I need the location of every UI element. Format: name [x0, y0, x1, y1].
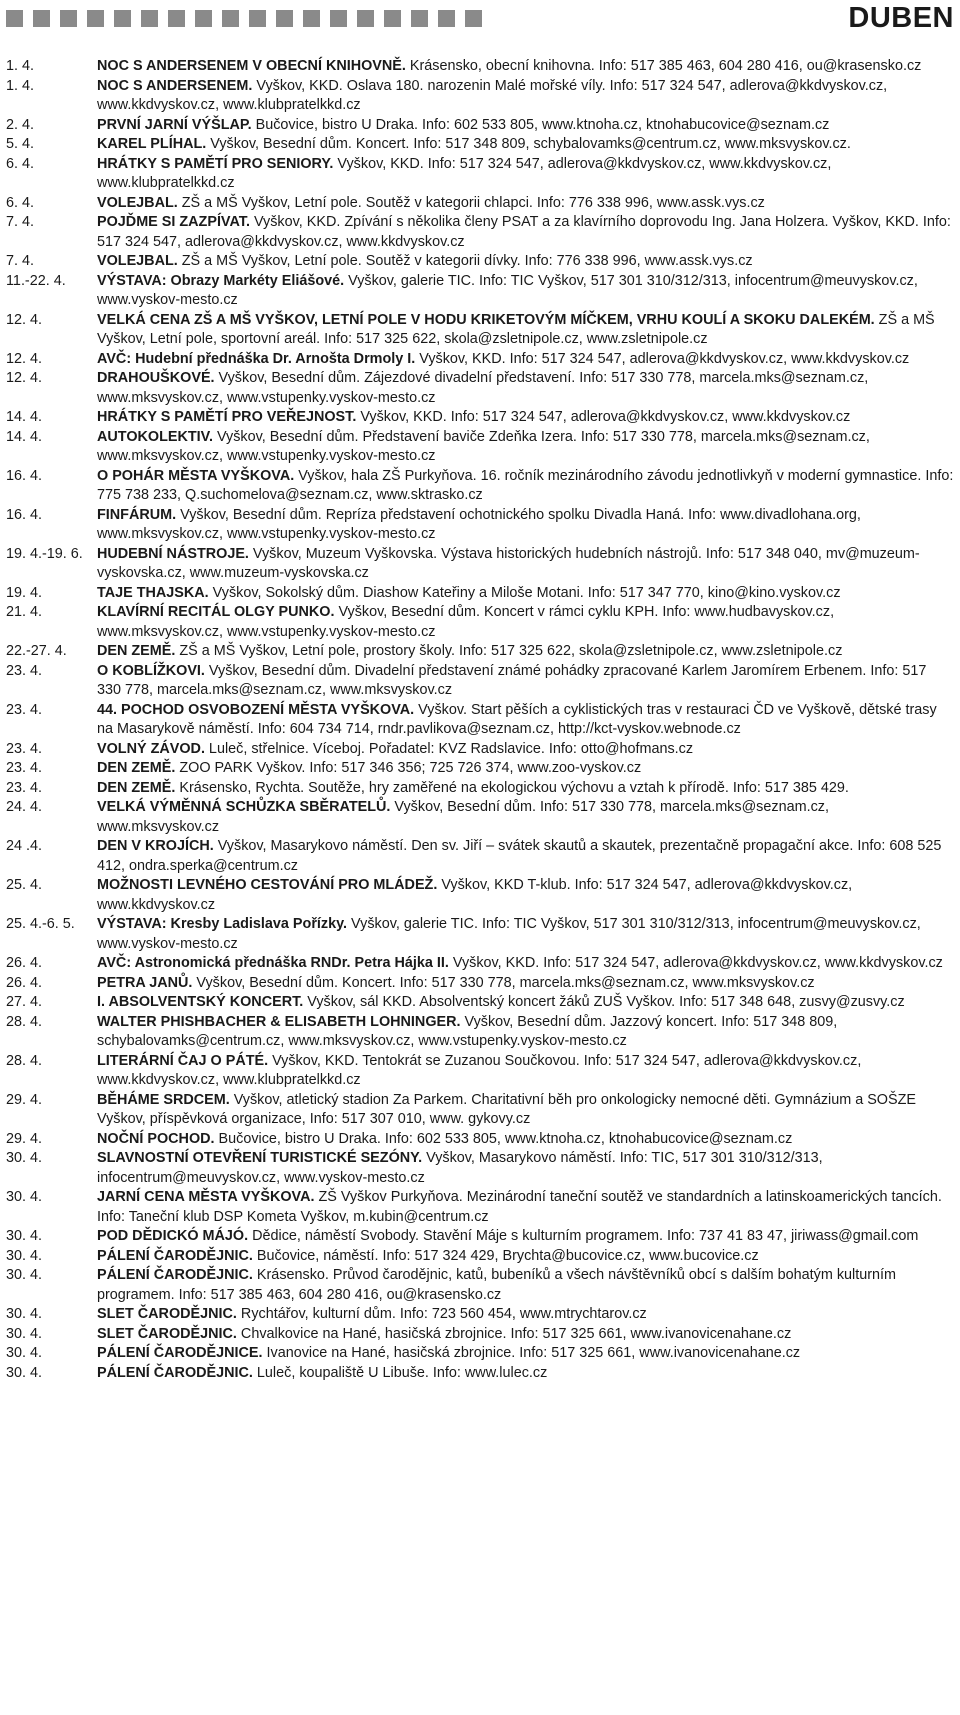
- event-item: [6, 77, 954, 116]
- event-item: [6, 759, 954, 779]
- event-date: 30. 4.: [6, 1150, 43, 1166]
- event-details: Vyškov, Besední dům. Koncert v rámci cyklu KPH. Info: www.hudbavyskov.cz, www.mksvyskov.cz, www.vstupenky.vyskov-mesto.cz: [97, 604, 835, 640]
- event-description: [97, 837, 954, 876]
- event-item: [6, 1013, 954, 1052]
- event-description: [97, 1013, 954, 1052]
- event-item: [6, 603, 954, 642]
- event-date: 7. 4.: [6, 214, 35, 230]
- event-details: Vyškov, hala ZŠ Purkyňova. 16. ročník mezinárodního závodu jednotlivkyň v moderní gymnastice. Info: 775 738 233, Q.suchomelova@seznam.cz, www.sktrasko.cz: [97, 467, 954, 503]
- event-details: ZŠ a MŠ Vyškov, Letní pole. Soutěž v kategorii dívky. Info: 776 338 996, www.assk.vys.cz: [177, 253, 753, 269]
- event-description: [97, 135, 954, 155]
- event-title: PÁLENÍ ČARODĚJNIC.: [97, 1247, 253, 1264]
- event-date: 23. 4.: [6, 740, 43, 757]
- event-description: [97, 1052, 954, 1091]
- event-title: VOLNÝ ZÁVOD.: [97, 740, 205, 757]
- decorative-square: [6, 10, 23, 27]
- event-date: 14. 4.: [6, 409, 43, 425]
- event-description: [97, 350, 954, 370]
- event-title: NOČNÍ POCHOD.: [97, 1130, 215, 1147]
- event-description: [97, 954, 954, 974]
- event-date: 2. 4.: [6, 116, 35, 133]
- event-title: SLET ČARODĚJNIC.: [97, 1325, 237, 1342]
- event-item: [6, 1247, 954, 1267]
- event-title: PÁLENÍ ČARODĚJNIC.: [97, 1267, 253, 1283]
- event-date: 25. 4.-6. 5.: [6, 916, 75, 932]
- event-description: [97, 1227, 954, 1247]
- event-item: [6, 1266, 954, 1305]
- event-title: VOLEJBAL.: [97, 194, 178, 211]
- event-date: 11.-22. 4.: [6, 272, 66, 289]
- event-details: ZŠ Vyškov Purkyňova. Mezinárodní taneční soutěž ve standardních a latinskoamerických tancích. Info: Taneční klub DSP Kometa Vyškov, m.kubin@centrum.cz: [97, 1189, 942, 1225]
- event-details: Vyškov, KKD T-klub. Info: 517 324 547, adlerova@kkdvyskov.cz, www.kkdvyskov.cz: [97, 877, 853, 913]
- event-description: [97, 798, 954, 837]
- event-item: [6, 311, 954, 350]
- event-item: [6, 155, 954, 194]
- event-date: 26. 4.: [6, 974, 43, 991]
- decorative-square: [330, 10, 347, 27]
- event-title: FINFÁRUM.: [97, 506, 177, 523]
- event-date: 25. 4.: [6, 877, 43, 893]
- event-title: SLET ČARODĚJNIC.: [97, 1306, 237, 1322]
- event-date: 24. 4.: [6, 799, 43, 815]
- event-details: Bučovice, bistro U Draka. Info: 602 533 805, www.ktnoha.cz, ktnohabucovice@seznam.cz: [251, 116, 830, 133]
- event-details: Chvalkovice na Hané, hasičská zbrojnice. Info: 517 325 661, www.ivanovicenahane.cz: [236, 1325, 792, 1342]
- event-title: DEN V KROJÍCH.: [97, 838, 214, 854]
- decorative-square: [141, 10, 158, 27]
- event-item: [6, 350, 954, 370]
- page-header: [0, 0, 960, 40]
- month-heading: DUBEN: [848, 2, 954, 34]
- event-date: 21. 4.: [6, 604, 43, 620]
- decorative-square: [87, 10, 104, 27]
- event-details: Vyškov, KKD. Oslava 180. narozenin Malé mořské víly. Info: 517 324 547, adlerova@kkdvyskov.cz, www.kkdvyskov.cz, www.klubpratelkkd.cz: [97, 77, 888, 113]
- event-title: BĚHÁME SRDCEM.: [97, 1091, 230, 1108]
- event-description: [97, 116, 954, 136]
- event-title: TAJE THAJSKA.: [97, 584, 209, 601]
- event-item: [6, 1364, 954, 1384]
- event-title: AVČ: Hudební přednáška Dr. Arnošta Drmoly I.: [97, 350, 416, 367]
- event-description: [97, 311, 954, 350]
- decorative-square: [276, 10, 293, 27]
- event-title: DEN ZEMĚ.: [97, 643, 176, 659]
- event-description: [97, 369, 954, 408]
- event-title: NOC S ANDERSENEM V OBECNÍ KNIHOVNĚ.: [97, 58, 406, 74]
- event-item: [6, 57, 954, 77]
- event-date: 12. 4.: [6, 311, 43, 328]
- event-details: Rychtářov, kulturní dům. Info: 723 560 454, www.mtrychtarov.cz: [236, 1306, 647, 1322]
- event-title: VOLEJBAL.: [97, 253, 178, 269]
- event-description: [97, 155, 954, 194]
- decorative-square: [249, 10, 266, 27]
- decorative-square: [33, 10, 50, 27]
- event-title: PRVNÍ JARNÍ VÝŠLAP.: [97, 116, 252, 133]
- event-description: [97, 213, 954, 252]
- event-title: VELKÁ CENA ZŠ A MŠ VYŠKOV, LETNÍ POLE V HODU KRIKETOVÝM MÍČKEM, VRHU KOULÍ A SKOKU DALEKÉM.: [97, 311, 875, 328]
- decorative-square: [114, 10, 131, 27]
- event-item: [6, 1130, 954, 1150]
- event-description: [97, 408, 954, 428]
- event-details: Vyškov, Besední dům. Představení baviče Zdeňka Izera. Info: 517 330 778, marcela.mks@seznam.cz, www.mksvyskov.cz, www.vstupenky.vyskov-mesto.cz: [97, 428, 870, 464]
- event-title: DEN ZEMĚ.: [97, 779, 176, 796]
- event-title: MOŽNOSTI LEVNÉHO CESTOVÁNÍ PRO MLÁDEŽ.: [97, 877, 438, 893]
- event-item: [6, 779, 954, 799]
- event-description: [97, 1344, 954, 1364]
- event-details: Krásensko, Rychta. Soutěže, hry zaměřené na ekologickou výchovu a vztah k přírodě. Info: 517 385 429.: [175, 779, 849, 796]
- event-description: [97, 779, 954, 799]
- event-date: 23. 4.: [6, 701, 43, 718]
- event-details: Vyškov, KKD. Info: 517 324 547, adlerova@kkdvyskov.cz, www.kkdvyskov.cz: [415, 350, 910, 367]
- decorative-square: [168, 10, 185, 27]
- decorative-square: [465, 10, 482, 27]
- decorative-square: [195, 10, 212, 27]
- event-item: [6, 915, 954, 954]
- event-title: KLAVÍRNÍ RECITÁL OLGY PUNKO.: [97, 604, 335, 620]
- event-details: Ivanovice na Hané, hasičská zbrojnice. Info: 517 325 661, www.ivanovicenahane.cz: [262, 1345, 801, 1361]
- event-description: [97, 740, 954, 760]
- event-date: 1. 4.: [6, 58, 35, 74]
- event-description: [97, 603, 954, 642]
- event-item: [6, 1188, 954, 1227]
- event-item: [6, 213, 954, 252]
- event-title: WALTER PHISHBACHER & ELISABETH LOHNINGER.: [97, 1013, 461, 1030]
- event-title: HUDEBNÍ NÁSTROJE.: [97, 545, 249, 562]
- event-date: 30. 4.: [6, 1325, 43, 1342]
- event-item: [6, 1149, 954, 1188]
- event-item: [6, 272, 954, 311]
- event-title: LITERÁRNÍ ČAJ O PÁTÉ.: [97, 1052, 269, 1069]
- event-title: AUTOKOLEKTIV.: [97, 428, 213, 445]
- event-description: [97, 1091, 954, 1130]
- event-date: 19. 4.: [6, 584, 43, 601]
- event-item: [6, 798, 954, 837]
- event-details: ZŠ a MŠ Vyškov, Letní pole. Soutěž v kategorii chlapci. Info: 776 338 996, www.assk.vys.cz: [177, 194, 765, 211]
- event-details: Vyškov, KKD. Info: 517 324 547, adlerova@kkdvyskov.cz, www.kkdvyskov.cz: [356, 409, 851, 425]
- event-item: [6, 1305, 954, 1325]
- event-date: 30. 4.: [6, 1228, 43, 1244]
- event-details: Vyškov, atletický stadion Za Parkem. Charitativní běh pro onkologicky nemocné děti. Gymnázium a SOŠZE Vyškov, příspěvková organizace, Info: 517 307 010, www. gykovy.cz: [97, 1091, 916, 1127]
- event-item: [6, 116, 954, 136]
- event-description: [97, 252, 954, 272]
- event-description: [97, 701, 954, 740]
- event-title: NOC S ANDERSENEM.: [97, 77, 253, 94]
- event-details: Vyškov, Masarykovo náměstí. Info: TIC, 517 301 310/312/313, infocentrum@meuvyskov.cz, www.vyskov-mesto.cz: [97, 1150, 823, 1186]
- event-item: [6, 545, 954, 584]
- event-details: Bučovice, bistro U Draka. Info: 602 533 805, www.ktnoha.cz, ktnohabucovice@seznam.cz: [214, 1130, 793, 1147]
- event-date: 23. 4.: [6, 760, 43, 776]
- event-title: O POHÁR MĚSTA VYŠKOVA.: [97, 467, 295, 484]
- event-details: Vyškov, Besední dům. Repríza představení ochotnického spolku Divadla Haná. Info: www.divadlohana.org, www.mksvyskov.cz, www.vstupenky.vyskov-mesto.cz: [97, 506, 861, 542]
- event-details: Vyškov, galerie TIC. Info: TIC Vyškov, 517 301 310/312/313, infocentrum@meuvyskov.cz, www.vyskov-mesto.cz: [97, 916, 921, 952]
- event-title: O KOBLÍŽKOVI.: [97, 662, 205, 679]
- event-title: VELKÁ VÝMĚNNÁ SCHŮZKA SBĚRATELŮ.: [97, 799, 391, 815]
- event-date: 29. 4.: [6, 1091, 43, 1108]
- event-date: 29. 4.: [6, 1130, 43, 1147]
- event-description: [97, 428, 954, 467]
- decorative-square-row: [6, 10, 482, 27]
- event-details: Vyškov, Besední dům. Divadelní představení známé pohádky zpracované Karlem Jaromírem Erbenem. Info: 517 330 778, marcela.mks@seznam.cz, www.mksvyskov.cz: [97, 662, 927, 698]
- event-item: [6, 369, 954, 408]
- event-item: [6, 506, 954, 545]
- event-date: 28. 4.: [6, 1052, 43, 1069]
- event-item: [6, 876, 954, 915]
- event-date: 23. 4.: [6, 779, 43, 796]
- event-details: ZOO PARK Vyškov. Info: 517 346 356; 725 726 374, www.zoo-vyskov.cz: [175, 760, 642, 776]
- event-title: AVČ: Astronomická přednáška RNDr. Petra Hájka II.: [97, 955, 449, 971]
- decorative-square: [384, 10, 401, 27]
- event-details: Bučovice, náměstí. Info: 517 324 429, Brychta@bucovice.cz, www.bucovice.cz: [252, 1247, 759, 1264]
- event-title: JARNÍ CENA MĚSTA VYŠKOVA.: [97, 1189, 315, 1205]
- event-date: 12. 4.: [6, 350, 43, 367]
- event-description: [97, 1149, 954, 1188]
- event-date: 6. 4.: [6, 155, 35, 172]
- event-date: 6. 4.: [6, 194, 35, 211]
- event-details: Dědice, náměstí Svobody. Stavění Máje s kulturním programem. Info: 737 41 83 47, jiriwass@gmail.com: [248, 1228, 919, 1244]
- event-details: ZŠ a MŠ Vyškov, Letní pole, sportovní areál. Info: 517 325 622, skola@zsletnipole.cz, www.zsletnipole.cz: [97, 311, 935, 347]
- event-date: 28. 4.: [6, 1013, 43, 1030]
- event-title: DEN ZEMĚ.: [97, 760, 176, 776]
- event-details: Vyškov, Muzeum Vyškovska. Výstava historických hudebních nástrojů. Info: 517 348 040, mv@muzeum-vyskovska.cz, www.muzeum-vyskovska.cz: [97, 545, 920, 581]
- decorative-square: [222, 10, 239, 27]
- event-list: [6, 57, 954, 1383]
- decorative-square: [357, 10, 374, 27]
- event-details: Vyškov, Besední dům. Zájezdové divadelní představení. Info: 517 330 778, marcela.mks@seznam.cz, www.mksvyskov.cz, www.vstupenky.vyskov-mesto.cz: [97, 370, 869, 406]
- event-title: SLAVNOSTNÍ OTEVŘENÍ TURISTICKÉ SEZÓNY.: [97, 1150, 423, 1166]
- event-item: [6, 974, 954, 994]
- event-item: [6, 954, 954, 974]
- event-item: [6, 467, 954, 506]
- event-description: [97, 1325, 954, 1345]
- event-details: Vyškov, Sokolský dům. Diashow Kateřiny a Miloše Motani. Info: 517 347 770, kino@kino.vyskov.cz: [208, 584, 841, 601]
- decorative-square: [411, 10, 428, 27]
- event-item: [6, 1344, 954, 1364]
- event-details: Krásensko. Průvod čarodějnic, katů, bubeníků a všech návštěvníků obcí s dalším bohatým kulturním programem. Info: 517 385 463, 604 280 416, ou@krasensko.cz: [97, 1267, 897, 1303]
- event-title: PÁLENÍ ČARODĚJNIC.: [97, 1364, 253, 1381]
- event-item: [6, 993, 954, 1013]
- event-title: I. ABSOLVENTSKÝ KONCERT.: [97, 994, 304, 1010]
- event-details: Vyškov, Besední dům. Koncert. Info: 517 348 809, schybalovamks@centrum.cz, www.mksvyskov.cz.: [206, 136, 851, 152]
- event-title: PETRA JANŮ.: [97, 974, 193, 991]
- event-description: [97, 1364, 954, 1384]
- event-item: [6, 1091, 954, 1130]
- event-item: [6, 428, 954, 467]
- event-details: ZŠ a MŠ Vyškov, Letní pole, prostory školy. Info: 517 325 622, skola@zsletnipole.cz, www.zsletnipole.cz: [175, 643, 843, 659]
- event-description: [97, 1305, 954, 1325]
- event-description: [97, 584, 954, 604]
- event-item: [6, 701, 954, 740]
- event-details: Vyškov, KKD. Tentokrát se Zuzanou Součkovou. Info: 517 324 547, adlerova@kkdvyskov.cz, www.kkdvyskov.cz, www.klubpratelkkd.cz: [97, 1052, 862, 1088]
- event-details: Vyškov, sál KKD. Absolventský koncert žáků ZUŠ Vyškov. Info: 517 348 648, zusvy@zusvy.cz: [303, 994, 905, 1010]
- event-date: 19. 4.-19. 6.: [6, 545, 83, 562]
- event-date: 16. 4.: [6, 467, 43, 484]
- decorative-square: [303, 10, 320, 27]
- event-description: [97, 467, 954, 506]
- event-description: [97, 662, 954, 701]
- event-date: 30. 4.: [6, 1247, 43, 1264]
- event-description: [97, 272, 954, 311]
- event-date: 12. 4.: [6, 370, 43, 386]
- event-title: VÝSTAVA: Kresby Ladislava Pořízky.: [97, 916, 348, 932]
- event-date: 30. 4.: [6, 1189, 43, 1205]
- event-details: Vyškov, KKD. Info: 517 324 547, adlerova@kkdvyskov.cz, www.kkdvyskov.cz, www.klubpratelkkd.cz: [97, 155, 832, 191]
- event-item: [6, 408, 954, 428]
- event-description: [97, 57, 954, 77]
- event-description: [97, 974, 954, 994]
- event-description: [97, 993, 954, 1013]
- event-item: [6, 194, 954, 214]
- event-description: [97, 1130, 954, 1150]
- event-date: 30. 4.: [6, 1306, 43, 1322]
- decorative-square: [60, 10, 77, 27]
- event-date: 16. 4.: [6, 506, 43, 523]
- event-description: [97, 1188, 954, 1227]
- event-item: [6, 662, 954, 701]
- event-date: 30. 4.: [6, 1267, 43, 1283]
- event-description: [97, 1266, 954, 1305]
- event-title: DRAHOUŠKOVÉ.: [97, 370, 215, 386]
- event-date: 24 .4.: [6, 838, 43, 854]
- event-title: POJĎME SI ZAZPÍVAT.: [97, 214, 250, 230]
- event-item: [6, 1325, 954, 1345]
- event-date: 27. 4.: [6, 994, 43, 1010]
- event-details: Vyškov, Besední dům. Info: 517 330 778, marcela.mks@seznam.cz, www.mksvyskov.cz: [97, 799, 829, 835]
- event-item: [6, 837, 954, 876]
- event-details: Vyškov, Masarykovo náměstí. Den sv. Jiří – svátek skautů a skautek, prezentačně propagační akce. Info: 608 525 412, ondra.sperka@centrum.cz: [97, 838, 942, 874]
- event-details: Vyškov, Besední dům. Jazzový koncert. Info: 517 348 809, schybalovamks@centrum.cz, www.mksvyskov.cz, www.vstupenky.vyskov-mesto.cz: [97, 1013, 838, 1049]
- event-details: Vyškov, KKD. Info: 517 324 547, adlerova@kkdvyskov.cz, www.kkdvyskov.cz: [448, 955, 943, 971]
- event-item: [6, 1227, 954, 1247]
- event-description: [97, 77, 954, 116]
- event-item: [6, 642, 954, 662]
- event-item: [6, 135, 954, 155]
- event-description: [97, 1247, 954, 1267]
- event-title: KAREL PLÍHAL.: [97, 136, 207, 152]
- event-description: [97, 642, 954, 662]
- event-item: [6, 740, 954, 760]
- event-title: VÝSTAVA: Obrazy Markéty Eliášové.: [97, 272, 345, 289]
- event-title: 44. POCHOD OSVOBOZENÍ MĚSTA VYŠKOVA.: [97, 701, 415, 718]
- event-description: [97, 506, 954, 545]
- event-details: Luleč, koupaliště U Libuše. Info: www.lulec.cz: [252, 1364, 548, 1381]
- event-description: [97, 759, 954, 779]
- event-description: [97, 915, 954, 954]
- event-details: Luleč, střelnice. Víceboj. Pořadatel: KVZ Radslavice. Info: otto@hofmans.cz: [204, 740, 694, 757]
- event-title: PÁLENÍ ČARODĚJNICE.: [97, 1345, 263, 1361]
- event-details: Vyškov, KKD. Zpívání s několika členy PSAT a za klavírního doprovodu Ing. Jana Holzera. Vyškov, KKD. Info: 517 324 547, adlerova@kkdvyskov.cz, www.kkdvyskov.cz: [97, 214, 951, 250]
- event-date: 26. 4.: [6, 955, 43, 971]
- event-date: 23. 4.: [6, 662, 43, 679]
- event-date: 22.-27. 4.: [6, 643, 67, 659]
- event-details: Vyškov, galerie TIC. Info: TIC Vyškov, 517 301 310/312/313, infocentrum@meuvyskov.cz, www.vyskov-mesto.cz: [97, 272, 918, 308]
- event-description: [97, 876, 954, 915]
- event-details: Vyškov. Start pěších a cyklistických tras v restauraci ČD ve Vyškově, dětské trasy na Masarykově náměstí. Info: 604 734 714, rndr.pavlikova@seznam.cz, http://kct-vyskov.webnode.cz: [97, 701, 937, 737]
- event-date: 5. 4.: [6, 136, 35, 152]
- event-details: Vyškov, Besední dům. Koncert. Info: 517 330 778, marcela.mks@seznam.cz, www.mksvyskov.cz: [192, 974, 815, 991]
- event-date: 30. 4.: [6, 1345, 43, 1361]
- event-item: [6, 252, 954, 272]
- event-details: Krásensko, obecní knihovna. Info: 517 385 463, 604 280 416, ou@krasensko.cz: [405, 58, 922, 74]
- event-date: 7. 4.: [6, 253, 35, 269]
- event-title: POD DĚDICKÓ MÁJÓ.: [97, 1228, 249, 1244]
- event-item: [6, 1052, 954, 1091]
- event-description: [97, 194, 954, 214]
- decorative-square: [438, 10, 455, 27]
- event-date: 30. 4.: [6, 1364, 43, 1381]
- event-item: [6, 584, 954, 604]
- event-date: 1. 4.: [6, 77, 35, 94]
- event-title: HRÁTKY S PAMĚTÍ PRO VEŘEJNOST.: [97, 409, 357, 425]
- event-date: 14. 4.: [6, 428, 43, 445]
- event-description: [97, 545, 954, 584]
- event-title: HRÁTKY S PAMĚTÍ PRO SENIORY.: [97, 155, 334, 172]
